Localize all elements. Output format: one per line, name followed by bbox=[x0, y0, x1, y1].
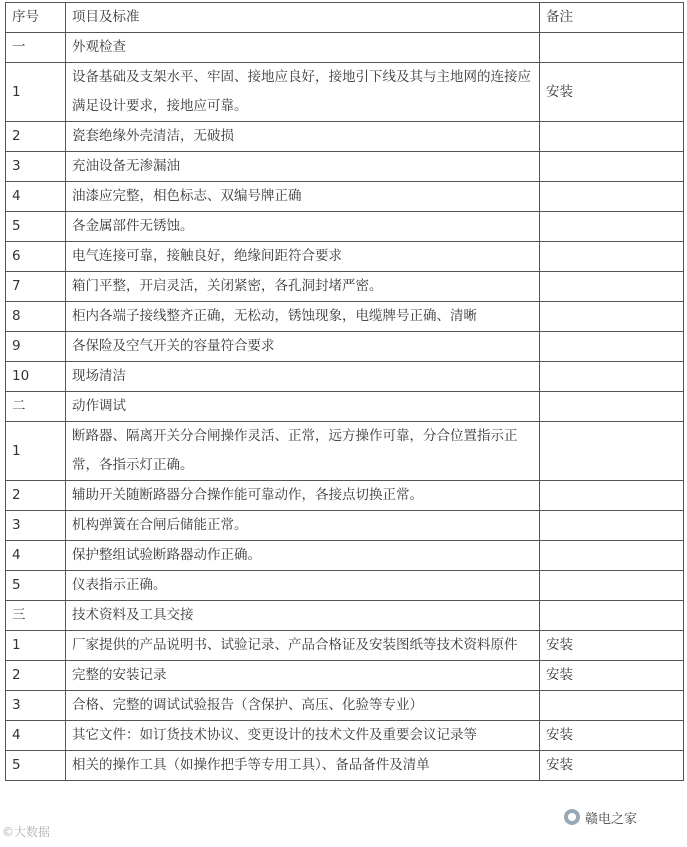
cell-item: 其它文件：如订货技术协议、变更设计的技术文件及重要会议记录等 bbox=[66, 721, 540, 751]
watermark-account-name: 赣电之家 bbox=[585, 811, 638, 827]
header-item: 项目及标准 bbox=[66, 3, 540, 33]
cell-no: 8 bbox=[6, 302, 66, 332]
table-row bbox=[6, 511, 684, 541]
table-row bbox=[6, 212, 684, 242]
cell-note bbox=[540, 571, 684, 601]
cell-item: 厂家提供的产品说明书、试验记录、产品合格证及安装图纸等技术资料原件 bbox=[66, 631, 540, 661]
cell-no: 1 bbox=[6, 63, 66, 122]
cell-item: 各金属部件无锈蚀。 bbox=[66, 212, 540, 242]
cell-no: 9 bbox=[6, 332, 66, 362]
cell-no: 4 bbox=[6, 182, 66, 212]
cell-note: 安装 bbox=[540, 751, 684, 781]
cell-item: 充油设备无渗漏油 bbox=[66, 152, 540, 182]
cell-note bbox=[540, 122, 684, 152]
table-row bbox=[6, 631, 684, 661]
cell-item: 断路器、隔离开关分合闸操作灵活、正常，远方操作可靠，分合位置指示正常，各指示灯正确。 bbox=[66, 422, 540, 481]
table-row bbox=[6, 182, 684, 212]
cell-item: 外观检查 bbox=[66, 33, 540, 63]
cell-item: 保护整组试验断路器动作正确。 bbox=[66, 541, 540, 571]
cell-note bbox=[540, 601, 684, 631]
cell-note bbox=[540, 212, 684, 242]
cell-no: 1 bbox=[6, 422, 66, 481]
table-row bbox=[6, 332, 684, 362]
table-row bbox=[6, 33, 684, 63]
cell-no: 2 bbox=[6, 481, 66, 511]
table-row bbox=[6, 751, 684, 781]
cell-item: 动作调试 bbox=[66, 392, 540, 422]
cell-note bbox=[540, 272, 684, 302]
cell-note bbox=[540, 332, 684, 362]
cell-item: 瓷套绝缘外壳清洁，无破损 bbox=[66, 122, 540, 152]
cell-no: 2 bbox=[6, 661, 66, 691]
inspection-table bbox=[5, 2, 684, 781]
cell-item: 柜内各端子接线整齐正确，无松动，锈蚀现象，电缆牌号正确、清晰 bbox=[66, 302, 540, 332]
corner-watermark: ©大数据 bbox=[2, 825, 51, 839]
header-no: 序号 bbox=[6, 3, 66, 33]
cell-no: 5 bbox=[6, 571, 66, 601]
table-row bbox=[6, 63, 684, 122]
table-row bbox=[6, 272, 684, 302]
table-header-row bbox=[6, 3, 684, 33]
table-row bbox=[6, 721, 684, 751]
cell-no: 1 bbox=[6, 631, 66, 661]
cell-note bbox=[540, 302, 684, 332]
cell-no: 一 bbox=[6, 33, 66, 63]
wechat-watermark bbox=[560, 806, 641, 828]
cell-item: 设备基础及支架水平、牢固、接地应良好，接地引下线及其与主地网的连接应满足设计要求，接地应可靠。 bbox=[66, 63, 540, 122]
cell-item: 油漆应完整，相色标志、双编号牌正确 bbox=[66, 182, 540, 212]
header-note: 备注 bbox=[540, 3, 684, 33]
table-row bbox=[6, 541, 684, 571]
cell-item: 箱门平整，开启灵活，关闭紧密，各孔洞封堵严密。 bbox=[66, 272, 540, 302]
cell-item: 合格、完整的调试试验报告（含保护、高压、化验等专业） bbox=[66, 691, 540, 721]
cell-note bbox=[540, 541, 684, 571]
cell-item: 技术资料及工具交接 bbox=[66, 601, 540, 631]
cell-no: 7 bbox=[6, 272, 66, 302]
cell-no: 4 bbox=[6, 721, 66, 751]
table-row bbox=[6, 422, 684, 481]
table-row bbox=[6, 242, 684, 272]
table-row bbox=[6, 601, 684, 631]
cell-note bbox=[540, 242, 684, 272]
cell-item: 完整的安装记录 bbox=[66, 661, 540, 691]
cell-no: 10 bbox=[6, 362, 66, 392]
cell-item: 辅助开关随断路器分合操作能可靠动作，各接点切换正常。 bbox=[66, 481, 540, 511]
cell-no: 5 bbox=[6, 751, 66, 781]
cell-note: 安装 bbox=[540, 721, 684, 751]
cell-note bbox=[540, 182, 684, 212]
cell-note bbox=[540, 33, 684, 63]
cell-note bbox=[540, 392, 684, 422]
cell-note bbox=[540, 691, 684, 721]
cell-note bbox=[540, 362, 684, 392]
cell-no: 3 bbox=[6, 511, 66, 541]
cell-no: 4 bbox=[6, 541, 66, 571]
cell-no: 6 bbox=[6, 242, 66, 272]
table-row bbox=[6, 122, 684, 152]
cell-no: 3 bbox=[6, 152, 66, 182]
cell-no: 二 bbox=[6, 392, 66, 422]
cell-note: 安装 bbox=[540, 631, 684, 661]
table-row bbox=[6, 571, 684, 601]
cell-item: 相关的操作工具（如操作把手等专用工具）、备品备件及清单 bbox=[66, 751, 540, 781]
table-row bbox=[6, 661, 684, 691]
cell-note: 安装 bbox=[540, 661, 684, 691]
table-row bbox=[6, 152, 684, 182]
cell-item: 各保险及空气开关的容量符合要求 bbox=[66, 332, 540, 362]
cell-item: 现场清洁 bbox=[66, 362, 540, 392]
table-row bbox=[6, 302, 684, 332]
table-row bbox=[6, 362, 684, 392]
cell-note bbox=[540, 152, 684, 182]
cell-no: 3 bbox=[6, 691, 66, 721]
cell-note: 安装 bbox=[540, 63, 684, 122]
cell-note bbox=[540, 511, 684, 541]
cell-no: 2 bbox=[6, 122, 66, 152]
cell-no: 三 bbox=[6, 601, 66, 631]
table-row bbox=[6, 392, 684, 422]
table-row bbox=[6, 481, 684, 511]
cell-item: 机构弹簧在合闸后储能正常。 bbox=[66, 511, 540, 541]
table-row bbox=[6, 691, 684, 721]
cell-note bbox=[540, 481, 684, 511]
wechat-account-icon bbox=[564, 809, 580, 825]
cell-item: 电气连接可靠，接触良好，绝缘间距符合要求 bbox=[66, 242, 540, 272]
cell-item: 仪表指示正确。 bbox=[66, 571, 540, 601]
cell-no: 5 bbox=[6, 212, 66, 242]
cell-note bbox=[540, 422, 684, 481]
